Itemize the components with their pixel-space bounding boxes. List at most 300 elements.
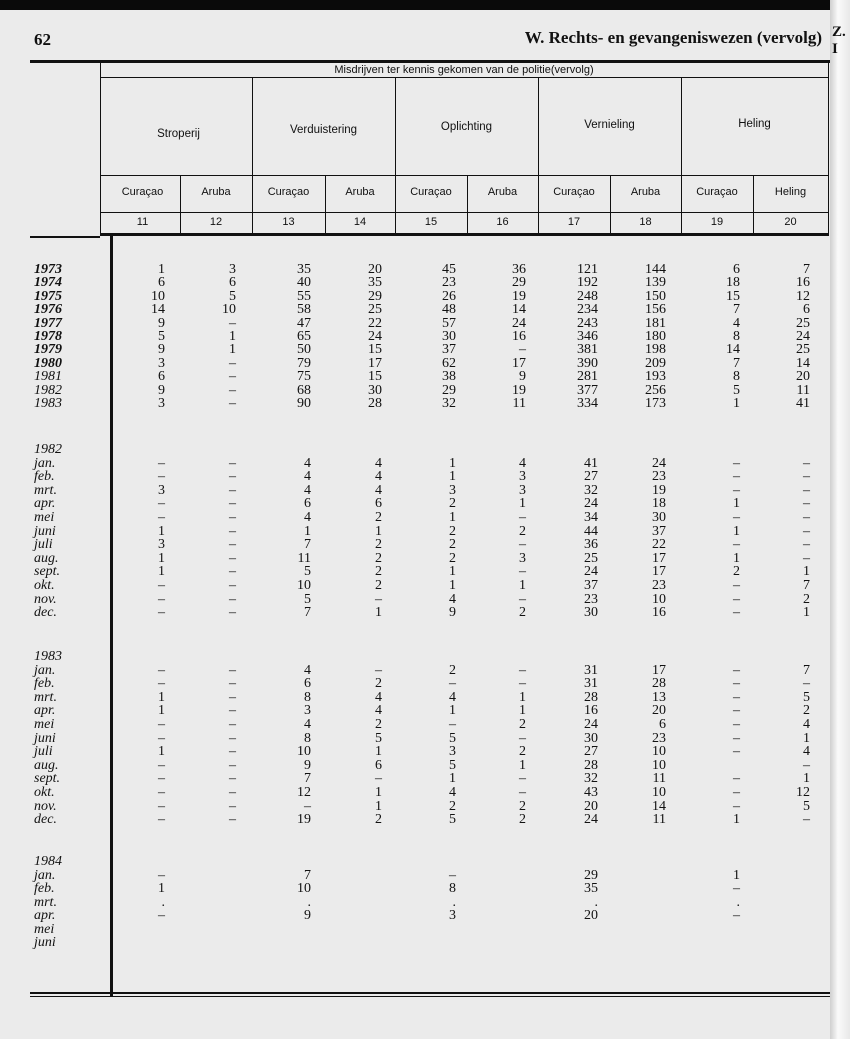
table-cell: – (803, 469, 810, 485)
table-cell: 29 (512, 275, 526, 291)
table-cell: 3 (158, 482, 165, 498)
table-cell: 9 (304, 757, 311, 773)
table-cell: 6 (304, 676, 311, 692)
table-cell: 1 (733, 496, 740, 512)
table-cell: 19 (512, 382, 526, 398)
table-cell: – (229, 771, 236, 787)
table-cell: 7 (304, 771, 311, 787)
row-label: okt. (34, 785, 55, 800)
table-cell: 20 (796, 369, 810, 385)
table-cell: 346 (577, 329, 598, 344)
table-cell: 36 (512, 262, 526, 277)
table-cell: 15 (368, 369, 382, 385)
table-cell: 28 (652, 676, 666, 692)
table-cell: 180 (645, 329, 666, 344)
table-cell: 28 (584, 757, 598, 773)
table-cell: 1 (158, 703, 165, 719)
table-cell: 11 (796, 382, 810, 398)
table-cell: 9 (519, 369, 526, 385)
table-cell: – (158, 510, 165, 525)
table-cell: – (733, 744, 740, 760)
page-number: 62 (34, 30, 51, 49)
table-cell: 23 (652, 469, 666, 485)
column-subheader: Aruba (487, 186, 518, 198)
row-label: mrt. (34, 689, 57, 705)
table-cell: 23 (652, 578, 666, 593)
table-cell: 16 (652, 605, 666, 621)
table-cell: 1 (449, 469, 456, 485)
next-page-fragment: Z. I (832, 24, 846, 57)
table-cell: 10 (222, 302, 236, 318)
table-cell: 24 (584, 812, 598, 828)
table-cell: 7 (803, 662, 810, 678)
table-cell: 10 (297, 881, 311, 896)
column-subheader: Curaçao (267, 186, 310, 198)
table-cell: – (158, 908, 165, 923)
table-cell: – (803, 757, 810, 773)
table-cell: – (519, 771, 526, 787)
table-cell: 90 (297, 396, 311, 411)
table-cell: – (519, 510, 526, 525)
table-cell: 1 (229, 342, 236, 358)
table-cell: 37 (442, 342, 456, 358)
table-cell: 41 (796, 396, 810, 411)
rule-line (100, 175, 828, 176)
table-cell: 1 (375, 605, 382, 621)
table-cell: – (519, 730, 526, 746)
table-cell: 4 (519, 455, 526, 471)
table-cell: 1 (375, 744, 382, 760)
table-cell: – (375, 591, 382, 607)
table-cell: 1 (229, 329, 236, 344)
table-cell: – (733, 908, 740, 923)
table-cell: 181 (645, 315, 666, 331)
table-cell: 156 (645, 302, 666, 318)
table-cell: – (158, 730, 165, 746)
row-label: mrt. (34, 482, 57, 498)
table-cell: – (229, 369, 236, 385)
table-cell: 4 (375, 455, 382, 471)
table-cell: 2 (803, 703, 810, 719)
table-cell: 22 (652, 537, 666, 553)
table-cell: 23 (442, 275, 456, 291)
table-cell: – (229, 482, 236, 498)
table-cell: 25 (368, 302, 382, 318)
table-cell: 23 (584, 591, 598, 607)
table-cell: 25 (796, 342, 810, 358)
table-cell: – (158, 662, 165, 678)
table-cell: – (229, 564, 236, 580)
table-cell: 2 (375, 550, 382, 566)
table-cell: 1 (158, 550, 165, 566)
rule-line (100, 77, 828, 78)
table-cell: 5 (304, 564, 311, 580)
table-cell: 4 (304, 455, 311, 471)
table-cell: – (803, 537, 810, 553)
row-label: apr. (34, 496, 56, 512)
row-label: mrt. (34, 894, 57, 910)
table-cell: – (229, 510, 236, 525)
row-label: mei (34, 921, 55, 937)
table-cell: 3 (519, 550, 526, 566)
column-subheader: Curaçao (410, 186, 452, 198)
table-cell: 2 (375, 510, 382, 525)
table-cell: 4 (304, 717, 311, 732)
table-cell: 15 (368, 342, 382, 358)
row-label: 1975 (34, 288, 62, 304)
row-label: jan. (34, 867, 56, 883)
table-cell: 35 (584, 881, 598, 896)
column-subheader: Curaçao (553, 186, 595, 198)
row-label: apr. (34, 908, 56, 923)
table-cell: 4 (304, 662, 311, 678)
table-cell: 6 (158, 275, 165, 291)
table-cell: 334 (577, 396, 598, 411)
table-cell: 7 (733, 355, 740, 371)
table-cell: – (803, 496, 810, 512)
table-cell: 28 (368, 396, 382, 411)
table-cell: – (519, 785, 526, 800)
table-cell: 17 (652, 550, 666, 566)
table-cell: – (229, 744, 236, 760)
table-cell: 2 (375, 676, 382, 692)
table-cell: 7 (803, 578, 810, 593)
table-cell: 8 (733, 329, 740, 344)
row-label: 1978 (34, 329, 62, 344)
column-subheader: Curaçao (696, 186, 738, 198)
table-cell: 4 (375, 482, 382, 498)
table-cell: 8 (733, 369, 740, 385)
table-cell: 1 (519, 689, 526, 705)
table-cell: 4 (449, 689, 456, 705)
table-cell: – (803, 523, 810, 539)
table-cell: 4 (375, 469, 382, 485)
row-label: aug. (34, 757, 59, 773)
table-cell: 43 (584, 785, 598, 800)
table-cell: 44 (584, 523, 598, 539)
table-cell: 37 (584, 578, 598, 593)
table-cell: – (229, 689, 236, 705)
table-cell: – (733, 881, 740, 896)
table-cell: 4 (449, 785, 456, 800)
table-cell: 14 (151, 302, 165, 318)
table-cell: 16 (512, 329, 526, 344)
table-cell: 1 (733, 867, 740, 883)
table-cell: 1 (519, 757, 526, 773)
table-cell: 20 (584, 798, 598, 814)
table-cell: – (733, 578, 740, 593)
table-cell: 4 (375, 703, 382, 719)
table-cell: 9 (449, 605, 456, 621)
table-cell: 36 (584, 537, 598, 553)
table-cell: 11 (297, 550, 311, 566)
table-cell: 4 (304, 482, 311, 498)
table-cell: 16 (584, 703, 598, 719)
column-number: 19 (710, 216, 724, 228)
row-label: 1980 (34, 355, 62, 371)
table-cell: 3 (158, 355, 165, 371)
table-cell: 3 (229, 262, 236, 277)
row-label: feb. (34, 881, 55, 896)
table-cell: 6 (375, 757, 382, 773)
table-cell: – (304, 798, 311, 814)
table-cell: 7 (304, 605, 311, 621)
table-cell: 5 (304, 591, 311, 607)
table-cell: 31 (584, 676, 598, 692)
table-cell: 10 (297, 578, 311, 593)
column-subheader: Aruba (201, 186, 231, 198)
table-cell: 1 (158, 689, 165, 705)
rule-line (395, 77, 396, 235)
table-cell: – (733, 689, 740, 705)
row-label: dec. (34, 812, 57, 828)
rule-line (30, 996, 830, 997)
table-cell: 2 (519, 717, 526, 732)
table-cell: 4 (449, 591, 456, 607)
row-label: mei (34, 717, 55, 732)
table-cell: – (519, 564, 526, 580)
table-cell: – (229, 717, 236, 732)
table-cell: 8 (304, 689, 311, 705)
table-cell: 14 (726, 342, 740, 358)
group-header-stroperij: Stroperij (157, 128, 200, 140)
table-cell: – (803, 455, 810, 471)
table-cell: 1 (733, 523, 740, 539)
table-cell: – (375, 662, 382, 678)
table-cell: 14 (512, 302, 526, 318)
table-cell: 12 (796, 785, 810, 800)
table-cell: – (803, 510, 810, 525)
table-cell: 1 (519, 703, 526, 719)
table-cell: – (803, 482, 810, 498)
table-cell: 9 (304, 908, 311, 923)
row-label: juni (34, 523, 56, 539)
table-cell: – (158, 496, 165, 512)
table-cell: 26 (442, 288, 456, 304)
table-cell: 4 (304, 469, 311, 485)
table-cell: – (229, 812, 236, 828)
table-cell: – (803, 676, 810, 692)
table-cell: 6 (733, 262, 740, 277)
table-cell: 1 (803, 730, 810, 746)
table-cell: 30 (368, 382, 382, 398)
table-cell: – (229, 757, 236, 773)
table-cell: 5 (733, 382, 740, 398)
table-cell: 1 (449, 564, 456, 580)
table-cell: 4 (803, 744, 810, 760)
table-cell: 10 (652, 757, 666, 773)
table-cell: 150 (645, 288, 666, 304)
row-label: sept. (34, 564, 61, 580)
table-cell: 2 (375, 578, 382, 593)
table-cell: 32 (584, 771, 598, 787)
table-cell: – (733, 785, 740, 800)
table-cell: – (229, 382, 236, 398)
table-cell: 381 (577, 342, 598, 358)
table-cell: 32 (442, 396, 456, 411)
table-cell: – (158, 591, 165, 607)
table-cell: – (229, 537, 236, 553)
table-cell: 2 (733, 564, 740, 580)
table-cell: 2 (375, 564, 382, 580)
table-cell: 27 (584, 469, 598, 485)
table-cell: 5 (803, 689, 810, 705)
table-cell: – (733, 510, 740, 525)
table-cell: 11 (652, 771, 666, 787)
table-cell: 31 (584, 662, 598, 678)
table-cell: – (158, 771, 165, 787)
table-cell: 256 (645, 382, 666, 398)
table-cell: 23 (652, 730, 666, 746)
table-cell: 2 (375, 812, 382, 828)
table-cell: 35 (368, 275, 382, 291)
table-cell: – (803, 550, 810, 566)
table-cell: 1 (375, 785, 382, 800)
table-cell: 28 (584, 689, 598, 705)
table-cell: 7 (803, 262, 810, 277)
table-cell: 192 (577, 275, 598, 291)
table-cell: 17 (512, 355, 526, 371)
table-cell: 144 (645, 262, 666, 277)
table-cell: 20 (368, 262, 382, 277)
table-cell: 1 (449, 510, 456, 525)
table-cell: – (733, 717, 740, 732)
table-cell: – (733, 605, 740, 621)
table-cell: – (158, 676, 165, 692)
table-cell: 1 (519, 578, 526, 593)
group-header-heling: Heling (738, 118, 771, 130)
table-cell: 15 (726, 288, 740, 304)
rule-line (100, 233, 828, 236)
table-cell: – (519, 342, 526, 358)
table-cell: 390 (577, 355, 598, 371)
table-cell: 20 (652, 703, 666, 719)
section-label: 1982 (34, 442, 62, 457)
table-cell: 8 (304, 730, 311, 746)
table-cell: 121 (577, 262, 598, 277)
row-label: 1981 (34, 369, 62, 385)
table-cell: 34 (584, 510, 598, 525)
row-label: nov. (34, 591, 57, 607)
table-cell: 6 (158, 369, 165, 385)
table-cell: 57 (442, 315, 456, 331)
table-cell: 10 (652, 591, 666, 607)
table-cell: 139 (645, 275, 666, 291)
row-label: juni (34, 935, 56, 950)
table-cell: – (803, 812, 810, 828)
table-cell: 1 (449, 771, 456, 787)
table-cell: 30 (442, 329, 456, 344)
table-title: Misdrijven ter kennis gekomen van de politie(vervolg) (334, 64, 594, 76)
table-cell: 3 (449, 908, 456, 923)
table-cell: – (229, 798, 236, 814)
table-cell: 2 (449, 496, 456, 512)
scan-border (0, 0, 850, 10)
table-cell: 6 (304, 496, 311, 512)
table-cell: 25 (584, 550, 598, 566)
row-label: okt. (34, 578, 55, 593)
table-cell: – (158, 455, 165, 471)
table-cell: – (229, 523, 236, 539)
table-cell: – (733, 537, 740, 553)
row-label: 1979 (34, 342, 62, 358)
table-cell: – (229, 469, 236, 485)
table-cell: 37 (652, 523, 666, 539)
table-cell: 1 (449, 455, 456, 471)
table-cell: – (158, 867, 165, 883)
table-cell: 24 (368, 329, 382, 344)
table-cell: 13 (652, 689, 666, 705)
table-cell: 45 (442, 262, 456, 277)
rule-line (681, 77, 682, 235)
table-cell: 24 (584, 496, 598, 512)
table-cell: 30 (584, 730, 598, 746)
rule-line (100, 62, 101, 236)
table-cell: 14 (796, 355, 810, 371)
table-cell: – (449, 867, 456, 883)
table-cell: 5 (229, 288, 236, 304)
table-cell: 1 (158, 744, 165, 760)
table-cell: – (733, 730, 740, 746)
table-cell: 2 (449, 662, 456, 678)
rule-line (828, 60, 829, 236)
table-cell: 9 (158, 342, 165, 358)
page-gutter (830, 0, 850, 1039)
table-cell: 1 (375, 798, 382, 814)
table-cell: 248 (577, 288, 598, 304)
table-cell: – (229, 455, 236, 471)
column-subheader: Aruba (630, 186, 661, 198)
table-cell: 281 (577, 369, 598, 385)
row-label: feb. (34, 469, 55, 485)
table-cell: 3 (449, 482, 456, 498)
table-cell: 75 (297, 369, 311, 385)
table-cell: 18 (726, 275, 740, 291)
table-cell: 24 (796, 329, 810, 344)
table-cell: 9 (158, 315, 165, 331)
table-cell: 29 (442, 382, 456, 398)
table-cell: 1 (733, 550, 740, 566)
rule-line (30, 60, 830, 63)
table-cell: – (519, 537, 526, 553)
table-cell: 6 (803, 302, 810, 318)
rule-line (100, 212, 828, 213)
table-cell: 38 (442, 369, 456, 385)
table-cell: . (736, 894, 740, 910)
table-cell: 2 (519, 798, 526, 814)
table-cell: 22 (368, 315, 382, 331)
running-head: W. Rechts- en gevangeniswezen (vervolg) (524, 28, 822, 47)
table-cell: – (229, 355, 236, 371)
rule-line (538, 77, 539, 235)
table-cell: 2 (519, 744, 526, 760)
column-number: 14 (353, 216, 367, 228)
table-cell: 19 (652, 482, 666, 498)
table-cell: – (229, 396, 236, 411)
table-cell: – (158, 469, 165, 485)
table-cell: 3 (519, 469, 526, 485)
row-label: 1973 (34, 262, 62, 277)
row-label: feb. (34, 676, 55, 692)
table-cell: 5 (158, 329, 165, 344)
table-cell: – (158, 757, 165, 773)
table-cell: 1 (375, 523, 382, 539)
table-cell: 62 (442, 355, 456, 371)
table-cell: 10 (652, 744, 666, 760)
group-header-oplichting: Oplichting (440, 121, 493, 133)
table-cell: 1 (449, 578, 456, 593)
table-cell: 2 (449, 537, 456, 553)
